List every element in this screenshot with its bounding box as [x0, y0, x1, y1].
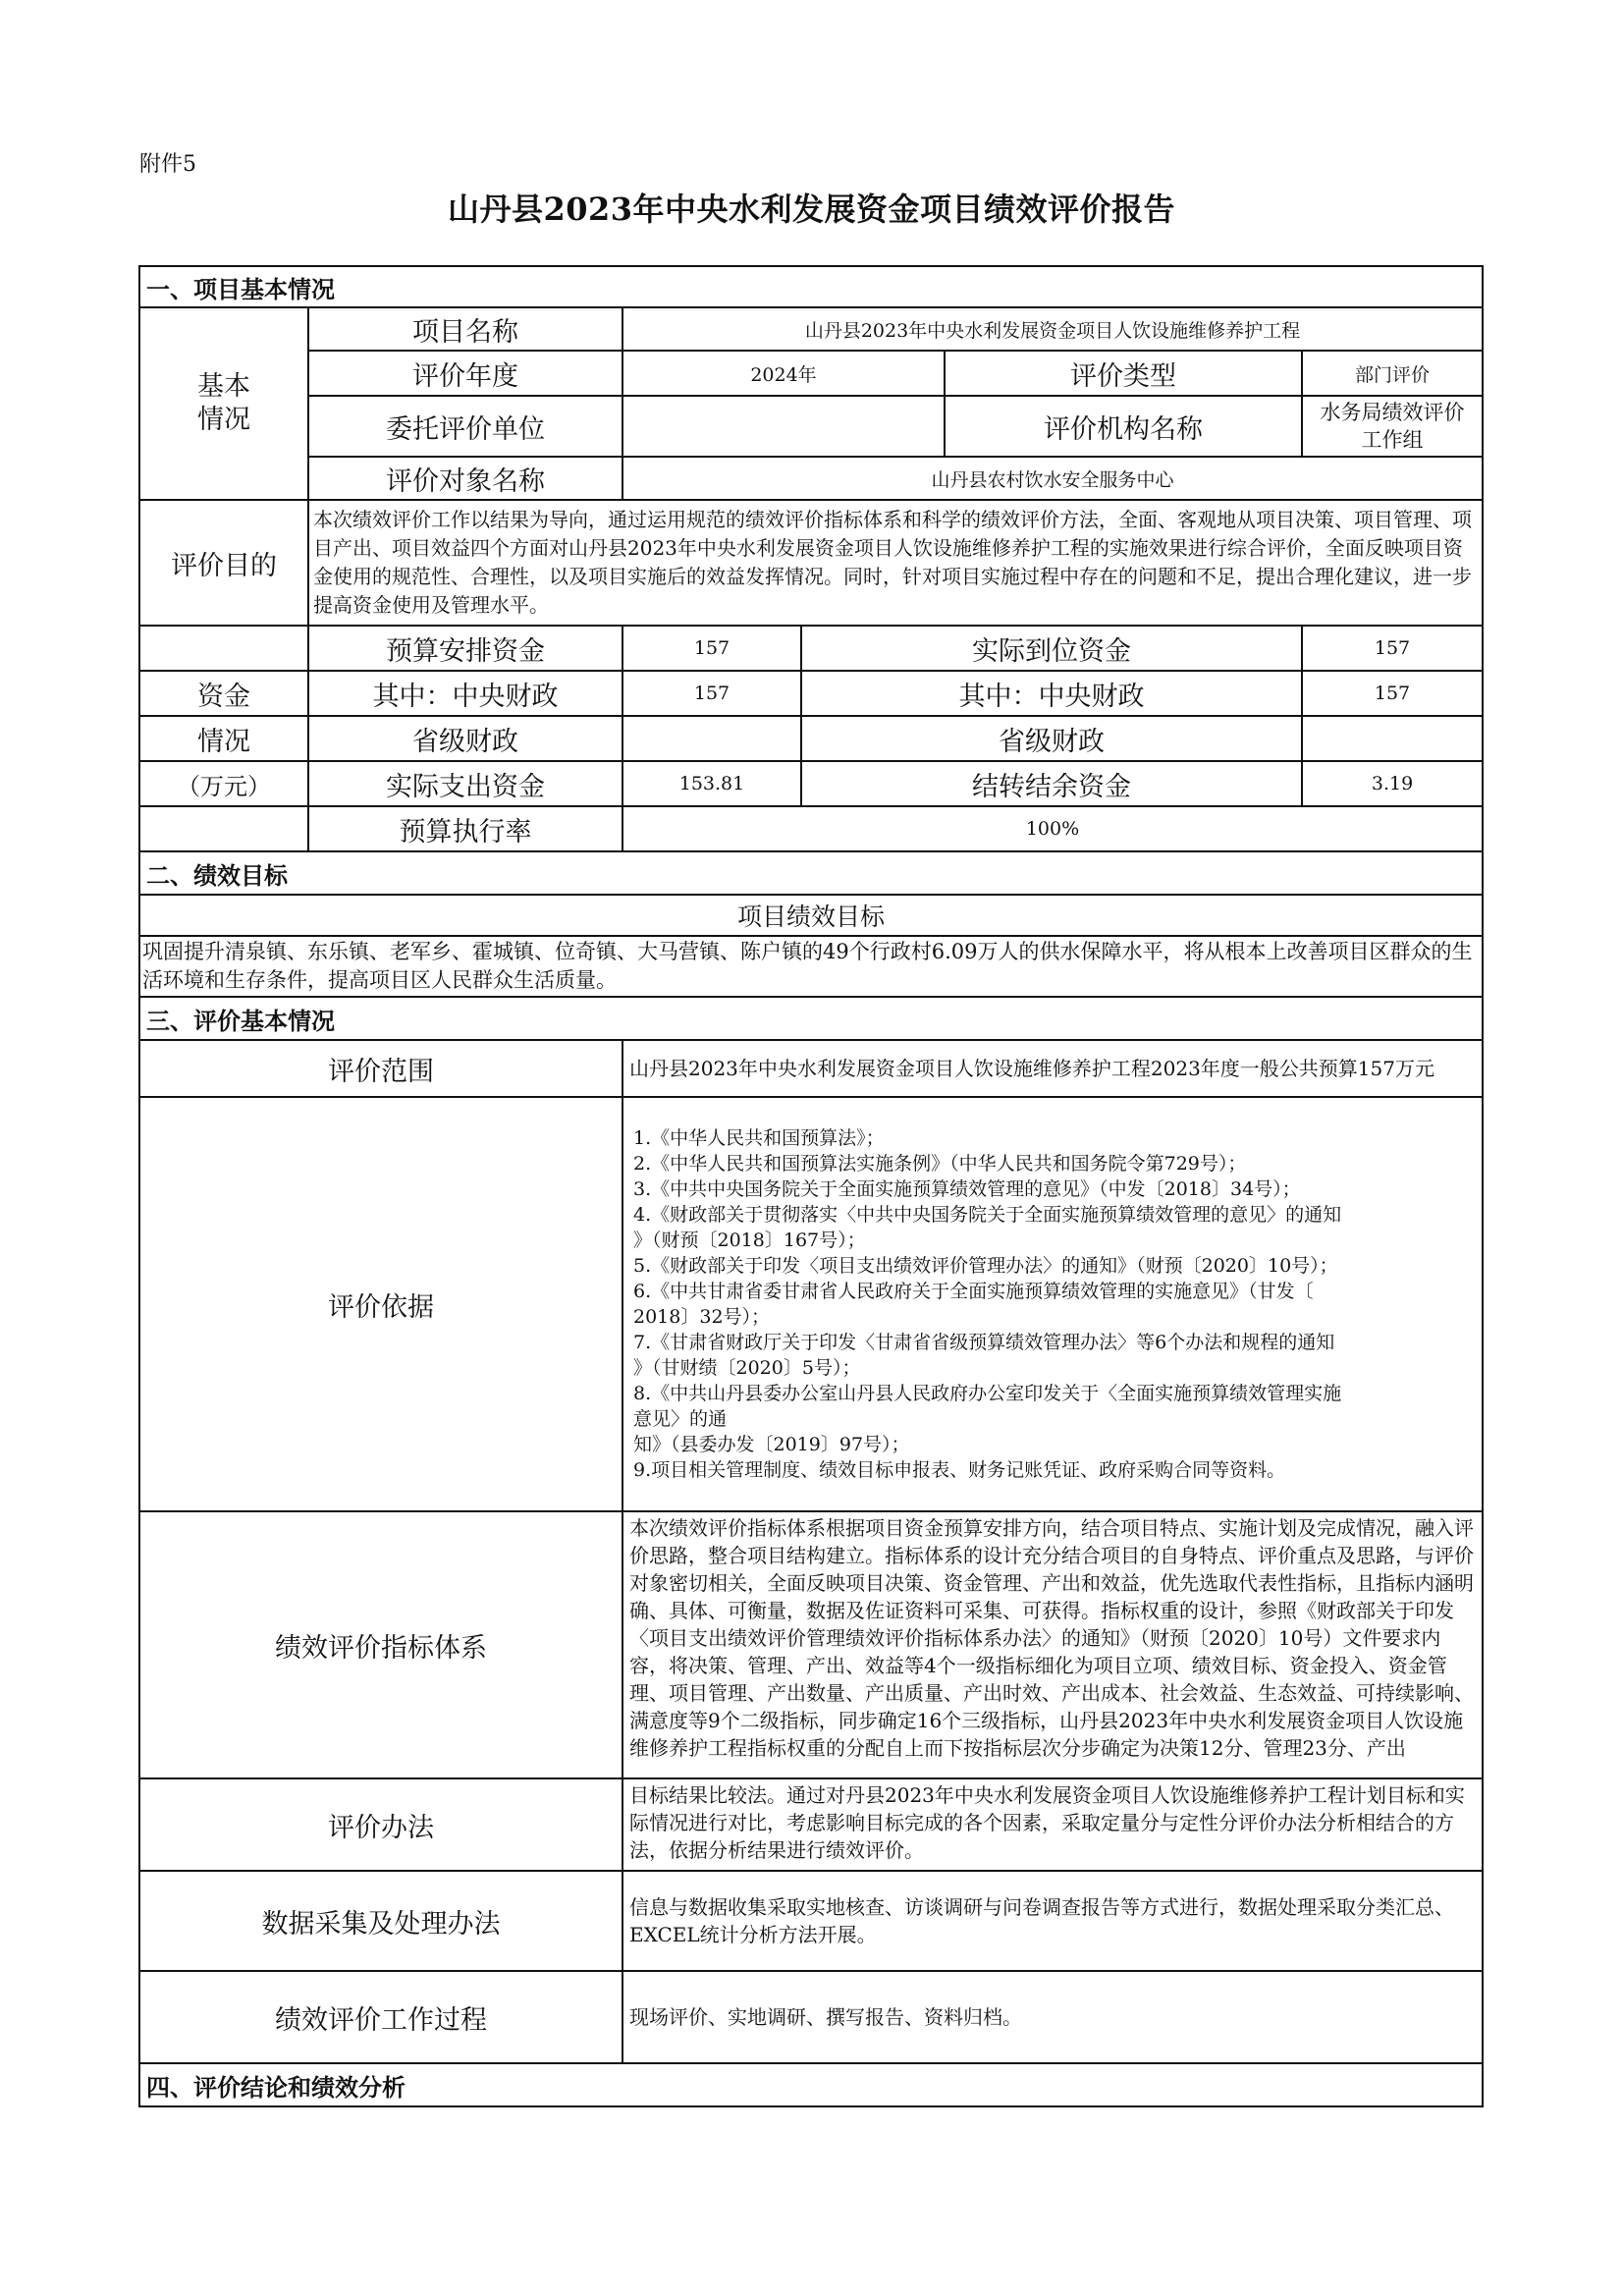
- provincial-budget-label: 省级财政: [308, 716, 622, 761]
- basis-item: 6.《中共甘肃省委甘肃省人民政府关于全面实施预算绩效管理的实施意见》（甘发〔: [633, 1281, 1314, 1302]
- eval-type-label: 评价类型: [945, 351, 1302, 396]
- basis-item: 5.《财政部关于印发〈项目支出绩效评价管理办法〉的通知》（财预〔2020〕10号）；: [633, 1255, 1338, 1277]
- entrust-unit-value: [622, 396, 945, 457]
- basis-item: 意见〉的通: [633, 1408, 728, 1430]
- funds-label: 资金: [139, 671, 308, 716]
- execution-rate-label: 预算执行率: [308, 806, 622, 851]
- provincial-actual-value: [1302, 716, 1483, 761]
- scope-label: 评价范围: [139, 1040, 622, 1097]
- situation-label: 情况: [139, 716, 308, 761]
- basis-item: 7.《甘肃省财政厅关于印发〈甘肃省省级预算绩效管理办法〉等6个办法和规程的通知: [633, 1332, 1335, 1353]
- basis-item: 2.《中华人民共和国预算法实施条例》（中华人民共和国务院令第729号）；: [633, 1153, 1247, 1175]
- index-system-text: 本次绩效评价指标体系根据项目资金预算安排方向，结合项目特点、实施计划及完成情况，融入评价思路，整合项目结构建立。指标体系的设计充分结合项目的自身特点、评价重点及思路，与评价对象密切相关，全面反映项目决策、资金管理、产出和效益，优先选取代表性指标，且指标内涵明确、具体、可衡量，数据及佐证资料可采集、可获得。指标权重的设计，参照《财政部关于印发〈项目支出绩效评价管理绩效评价指标体系办法〉的通知》（财预〔2020〕10号）文件要求内容，将决策、管理、产出、效益等4个一级指标细化为项目立项、绩效目标、资金投入、资金管理、项目管理、产出数量、产出质量、产出时效、产出成本、社会效益、生态效益、可持续影响、满意度等9个二级指标，同步确定16个三级指标，山丹县2023年中央水利发展资金项目人饮设施维修养护工程指标权重的分配自上而下按指标层次分步确定为决策12分、管理23分、产出: [629, 1516, 1474, 1760]
- basis-item: 4.《财政部关于贯彻落实〈中共中央国务院关于全面实施预算绩效管理的意见〉的通知: [633, 1204, 1342, 1226]
- agency-name-value: 水务局绩效评价 工作组: [1302, 396, 1483, 457]
- section-1-heading: 一、项目基本情况: [139, 266, 1483, 307]
- unit-label: （万元）: [139, 761, 308, 806]
- basis-item: 》（财预〔2018〕167号）；: [633, 1230, 866, 1251]
- scope-text: 山丹县2023年中央水利发展资金项目人饮设施维修养护工程2023年度一般公共预算157万元: [622, 1040, 1483, 1097]
- eval-purpose-label: 评价目的: [139, 500, 308, 626]
- budget-label: 预算安排资金: [308, 626, 622, 671]
- method-label: 评价办法: [139, 1778, 622, 1871]
- report-title: 山丹县2023年中央水利发展资金项目绩效评价报告: [447, 191, 1176, 228]
- work-process-label: 绩效评价工作过程: [139, 1971, 622, 2063]
- provincial-actual-label: 省级财政: [801, 716, 1302, 761]
- actual-funds-value: 157: [1302, 626, 1483, 671]
- basis-label: 评价依据: [139, 1097, 622, 1511]
- entrust-unit-label: 委托评价单位: [308, 396, 622, 457]
- section-3-heading: 三、评价基本情况: [139, 997, 1483, 1040]
- section-4-heading: 四、评价结论和绩效分析: [139, 2063, 1483, 2106]
- eval-object-label: 评价对象名称: [308, 457, 622, 500]
- eval-object-value: 山丹县农村饮水安全服务中心: [622, 457, 1483, 500]
- provincial-budget-value: [622, 716, 801, 761]
- agency-name-label: 评价机构名称: [945, 396, 1302, 457]
- section-2-heading: 二、绩效目标: [139, 851, 1483, 895]
- actual-funds-label: 实际到位资金: [801, 626, 1302, 671]
- basis-item: 9.项目相关管理制度、绩效目标申报表、财务记账凭证、政府采购合同等资料。: [633, 1459, 1286, 1481]
- data-collection-text: 信息与数据收集采取实地核查、访谈调研与问卷调查报告等方式进行，数据处理采取分类汇总、EXCEL统计分析方法开展。: [622, 1871, 1483, 1971]
- basis-item: 知》（县委办发〔2019〕97号）；: [633, 1434, 910, 1455]
- basic-info-label: 基本 情况: [139, 307, 308, 500]
- eval-type-value: 部门评价: [1302, 351, 1483, 396]
- basis-item: 》（甘财绩〔2020〕5号）；: [633, 1357, 861, 1379]
- execution-rate-value: 100%: [622, 806, 1483, 851]
- central-budget-value: 157: [622, 671, 801, 716]
- carryover-label: 结转结余资金: [801, 761, 1302, 806]
- data-collection-label: 数据采集及处理办法: [139, 1871, 622, 1971]
- exec-label-blank: [139, 806, 308, 851]
- central-budget-label: 其中：中央财政: [308, 671, 622, 716]
- eval-year-value: 2024年: [622, 351, 945, 396]
- report-table: [138, 265, 1484, 2107]
- carryover-value: 3.19: [1302, 761, 1483, 806]
- spent-label: 实际支出资金: [308, 761, 622, 806]
- goal-label: 项目绩效目标: [139, 895, 1483, 936]
- budget-value: 157: [622, 626, 801, 671]
- funds-label-blank: [139, 626, 308, 671]
- project-name-label: 项目名称: [308, 307, 622, 351]
- basis-list: [622, 1097, 1483, 1511]
- eval-purpose-text: 本次绩效评价工作以结果为导向，通过运用规范的绩效评价指标体系和科学的绩效评价方法，全面、客观地从项目决策、项目管理、项目产出、项目效益四个方面对山丹县2023年中央水利发展资金项目人饮设施维修养护工程的实施效果进行综合评价，全面反映项目资金使用的规范性、合理性，以及项目实施后的效益发挥情况。同时，针对项目实施过程中存在的问题和不足，提出合理化建议，进一步提高资金使用及管理水平。: [308, 500, 1483, 626]
- spent-value: 153.81: [622, 761, 801, 806]
- method-text: 目标结果比较法。通过对丹县2023年中央水利发展资金项目人饮设施维修养护工程计划目标和实际情况进行对比，考虑影响目标完成的各个因素，采取定量分与定性分评价办法分析相结合的方法，依据分析结果进行绩效评价。: [622, 1778, 1483, 1871]
- basis-item: 2018〕32号）；: [633, 1306, 771, 1328]
- attachment-label: 附件5: [139, 152, 196, 177]
- basis-item: 3.《中共中央国务院关于全面实施预算绩效管理的意见》（中发〔2018〕34号）；: [633, 1178, 1301, 1200]
- index-system-label: 绩效评价指标体系: [139, 1511, 622, 1778]
- project-name-value: 山丹县2023年中央水利发展资金项目人饮设施维修养护工程: [622, 307, 1483, 351]
- goal-text: 巩固提升清泉镇、东乐镇、老军乡、霍城镇、位奇镇、大马营镇、陈户镇的49个行政村6.09万人的供水保障水平，将从根本上改善项目区群众的生活环境和生存条件，提高项目区人民群众生活质量。: [139, 936, 1483, 997]
- basis-item: 1.《中华人民共和国预算法》；: [633, 1127, 885, 1149]
- work-process-text: 现场评价、实地调研、撰写报告、资料归档。: [622, 1971, 1483, 2063]
- central-actual-label: 其中：中央财政: [801, 671, 1302, 716]
- eval-year-label: 评价年度: [308, 351, 622, 396]
- central-actual-value: 157: [1302, 671, 1483, 716]
- basis-item: 8.《中共山丹县委办公室山丹县人民政府办公室印发关于〈全面实施预算绩效管理实施: [633, 1383, 1342, 1404]
